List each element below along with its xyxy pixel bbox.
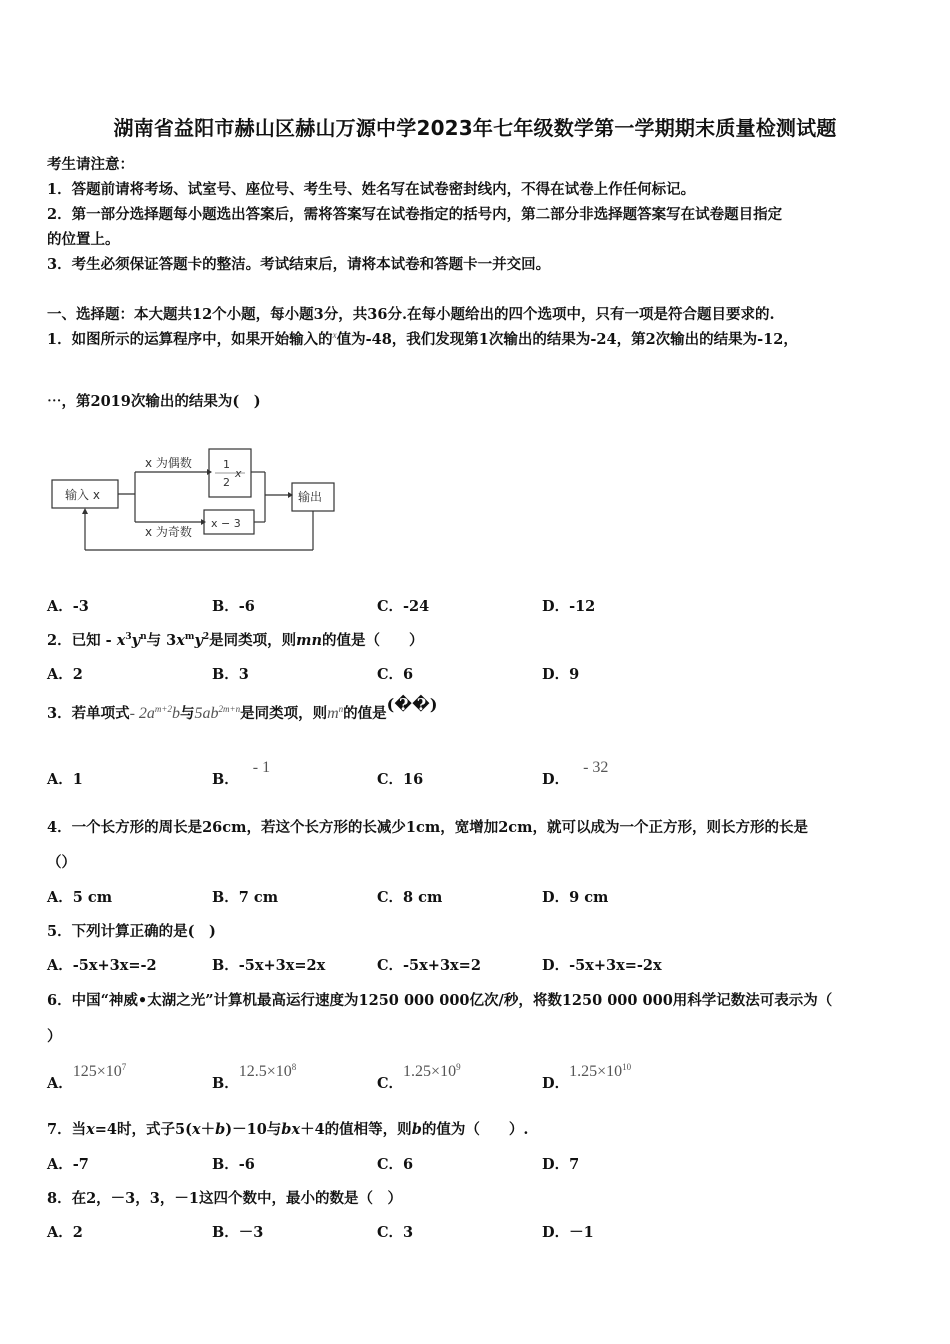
q6-option-d-label: D． (542, 1075, 570, 1092)
flow-minus-label: x − 3 (211, 517, 241, 530)
q2-option-b[interactable]: B．3 (212, 666, 249, 683)
question-4-line-2: （） (47, 854, 76, 871)
question-1-line-2: ⋯，第2019次输出的结果为( ) (47, 393, 261, 410)
q6-option-c-label: C． (377, 1075, 404, 1092)
q7-text-c: ＋ (200, 1121, 216, 1138)
q7-option-d[interactable]: D．7 (542, 1156, 580, 1173)
q6-option-b-exp: 8 (291, 1062, 297, 1073)
flow-half-num: 1 (223, 458, 230, 471)
q2-option-a[interactable]: A．2 (47, 666, 83, 683)
q2-exp-2: 2 (202, 632, 210, 643)
flow-input-label: 输入 x (65, 488, 100, 502)
flow-odd-label: x 为奇数 (145, 525, 192, 539)
q6-option-d-base: 1.25×10 (569, 1063, 623, 1080)
q7-x: x (86, 1121, 95, 1138)
q2-option-c[interactable]: C．6 (377, 666, 414, 683)
q2-option-d[interactable]: D．9 (542, 666, 580, 683)
q6-option-b-label: B． (212, 1075, 239, 1092)
question-1-line-1 (47, 328, 798, 349)
q3-option-b-value: - 1 (252, 759, 271, 776)
q7-text-a: 7．当 (47, 1121, 87, 1138)
q3-option-d-label: D． (542, 771, 570, 788)
notice-item-2: 2．第一部分选择题每小题选出答案后，需将答案写在试卷指定的括号内，第二部分非选择题答案写在试卷题目指定 (47, 206, 783, 223)
q1-option-b[interactable]: B．-6 (212, 598, 255, 615)
question-5: 5．下列计算正确的是( ) (47, 923, 216, 940)
q3-mono-1-exp: m+2 (154, 704, 172, 715)
q2-y: y (131, 632, 141, 649)
q3-text-d: 的值是 (343, 705, 387, 722)
q4-option-b[interactable]: B．7 cm (212, 889, 279, 906)
q1-var-x: x (332, 330, 337, 341)
q4-option-a[interactable]: A．5 cm (47, 889, 113, 906)
q3-option-b-label: B． (212, 771, 239, 788)
page-title: 湖南省益阳市赫山区赫山万源中学2023年七年级数学第一学期期末质量检测试题 (113, 116, 837, 140)
q3-text-b: 与 (180, 705, 195, 722)
q1-text-a: 1．如图所示的运算程序中，如果开始输入的 (47, 331, 333, 348)
q7-b3: b (411, 1121, 422, 1138)
arrow-loop (82, 508, 88, 514)
notice-item-2-cont: 的位置上。 (47, 231, 120, 248)
flow-output-label: 输出 (298, 490, 323, 504)
question-8: 8．在2，－3，3，－1这四个数中，最小的数是（ ） (47, 1190, 402, 1207)
question-6-line-1: 6．中国“神威•太湖之光”计算机最高运行速度为1250 000 000亿次/秒，将数1250 000 000用科学记数法可表示为（ (47, 992, 833, 1009)
q3-m-exp: n (338, 704, 344, 715)
q7-x3: x (291, 1121, 301, 1138)
q8-option-b[interactable]: B．－3 (212, 1224, 264, 1241)
flow-even-label: x 为偶数 (145, 456, 192, 470)
question-7 (47, 1118, 528, 1139)
q2-text-c: 是同类项，则 (209, 632, 297, 649)
q7-text-e: ＋4的值相等，则 (300, 1121, 412, 1138)
q6-option-a-exp: 7 (121, 1062, 127, 1073)
q2-exp-m: m (184, 632, 195, 643)
q8-option-c[interactable]: C．3 (377, 1224, 414, 1241)
q5-option-d[interactable]: D．-5x+3x=-2x (542, 957, 662, 974)
flow-half-var: x (235, 467, 242, 480)
q1-option-c[interactable]: C．-24 (377, 598, 430, 615)
q6-option-a-base: 125×10 (72, 1063, 122, 1080)
q8-option-d[interactable]: D．－1 (542, 1224, 594, 1241)
question-3 (47, 695, 438, 723)
q7-b: b (215, 1121, 226, 1138)
q3-text-a: 3．若单项式 (47, 705, 130, 722)
q6-option-b-base: 12.5×10 (238, 1063, 292, 1080)
q3-m: m (327, 705, 339, 722)
q6-option-a-label: A． (47, 1075, 73, 1092)
q7-text-f: 的值为（ ）. (421, 1121, 529, 1138)
q5-option-a[interactable]: A．-5x+3x=-2 (47, 957, 157, 974)
section-heading: 一、选择题：本大题共12个小题，每小题3分，共36分.在每小题给出的四个选项中，只有一项是符合题目要求的. (47, 306, 775, 323)
q7-text-d: )－10与 (225, 1121, 282, 1138)
q7-text-b: =4时，式子5( (94, 1121, 192, 1138)
flow-half-den: 2 (223, 476, 230, 489)
q2-text-d: 的值是（ ） (322, 632, 424, 649)
q4-option-c[interactable]: C．8 cm (377, 889, 443, 906)
q5-option-c[interactable]: C．-5x+3x=2 (377, 957, 481, 974)
q1-option-a[interactable]: A．-3 (47, 598, 89, 615)
q2-mn: mn (296, 632, 323, 649)
question-2 (47, 629, 424, 650)
q3-mono-1: - 2a (129, 705, 155, 722)
q3-text-c: 是同类项，则 (240, 705, 328, 722)
q3-option-d-value: - 32 (583, 759, 609, 776)
q3-option-c[interactable]: C．16 (377, 771, 424, 788)
q3-option-b[interactable] (212, 759, 271, 789)
q3-mono-1-b: b (172, 705, 180, 722)
q6-option-c-base: 1.25×10 (403, 1063, 457, 1080)
q1-text-b: 值为-48，我们发现第1次输出的结果为-24，第2次输出的结果为-12， (336, 331, 798, 348)
q2-x2: x (176, 632, 185, 649)
q3-mono-2-exp: 2m+n (218, 704, 241, 715)
question-4-line-1: 4．一个长方形的周长是26cm，若这个长方形的长减少1cm，宽增加2cm，就可以成为一个正方形，则长方形的长是 (47, 819, 808, 836)
q7-option-c[interactable]: C．6 (377, 1156, 414, 1173)
q5-option-b[interactable]: B．-5x+3x=2x (212, 957, 326, 974)
notice-item-1: 1．答题前请将考场、试室号、座位号、考生号、姓名写在试卷密封线内，不得在试卷上作任何标记。 (47, 181, 696, 198)
q3-option-a[interactable]: A．1 (47, 771, 83, 788)
q7-option-a[interactable]: A．-7 (47, 1156, 89, 1173)
q2-exp-n: n (140, 632, 147, 643)
question-6-line-2: ） (47, 1028, 62, 1045)
q3-tail: (��) (386, 695, 438, 714)
q2-y2: y (194, 632, 203, 649)
q7-option-b[interactable]: B．-6 (212, 1156, 255, 1173)
q3-mono-2: 5ab (194, 705, 219, 722)
q2-text-b: 与 3 (146, 632, 177, 649)
q7-x2: x (191, 1121, 201, 1138)
q6-option-c-exp: 9 (456, 1062, 461, 1073)
q7-b2: b (281, 1121, 292, 1138)
q8-option-a[interactable]: A．2 (47, 1224, 83, 1241)
notice-item-3: 3．考生必须保证答题卡的整洁。考试结束后，请将本试卷和答题卡一并交回。 (47, 256, 551, 273)
q6-option-d-exp: 10 (622, 1062, 632, 1073)
flowchart-diagram (45, 440, 345, 560)
q4-option-d[interactable]: D．9 cm (542, 889, 609, 906)
q2-x: x (116, 632, 126, 649)
q2-exp-3: 3 (125, 632, 132, 643)
q1-option-d[interactable]: D．-12 (542, 598, 596, 615)
q2-text-a: 2．已知 - (47, 632, 117, 649)
notice-heading: 考生请注意： (47, 156, 134, 173)
q3-option-d[interactable] (542, 759, 609, 789)
